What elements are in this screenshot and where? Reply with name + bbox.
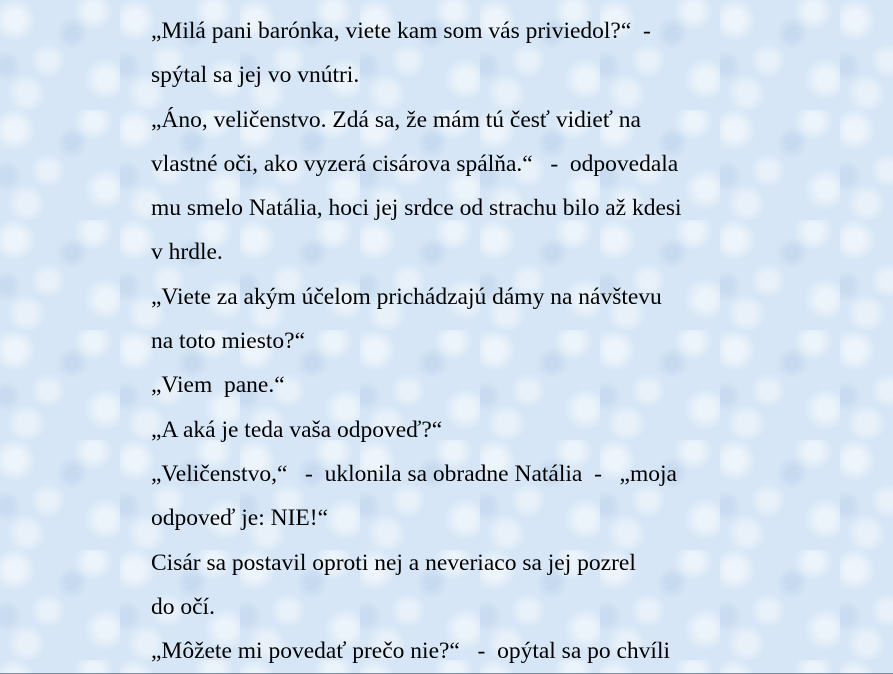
text-line: „Viem pane.“: [151, 372, 285, 399]
text-line: Cisár sa postavil oproti nej a neveriaco sa jej pozrel: [151, 549, 636, 576]
text-line: odpoveď je: NIE!“: [151, 505, 329, 532]
text-line: mu smelo Natália, hoci jej srdce od strachu bilo až kdesi: [151, 195, 682, 222]
text-line: „Viete za akým účelom prichádzajú dámy na návštevu: [151, 283, 662, 310]
text-line: „A aká je teda vaša odpoveď?“: [151, 416, 443, 443]
text-line: „Môžete mi povedať prečo nie?“ - opýtal sa po chvíli: [151, 638, 671, 665]
text-line: spýtal sa jej vo vnútri.: [151, 62, 360, 89]
document-text: [151, 9, 751, 673]
text-line: „Veličenstvo,“ - uklonila sa obradne Natália - „moja: [151, 460, 677, 487]
text-line: „Milá pani barónka, viete kam som vás priviedol?“ -: [151, 18, 651, 44]
text-line: do očí.: [151, 593, 215, 620]
text-line: v hrdle.: [151, 239, 223, 266]
text-line: vlastné oči, ako vyzerá cisárova spálňa.“ - odpovedala: [151, 150, 679, 177]
text-line: „Áno, veličenstvo. Zdá sa, že mám tú česť vidieť na: [151, 106, 641, 133]
text-line: na toto miesto?“: [151, 328, 306, 355]
